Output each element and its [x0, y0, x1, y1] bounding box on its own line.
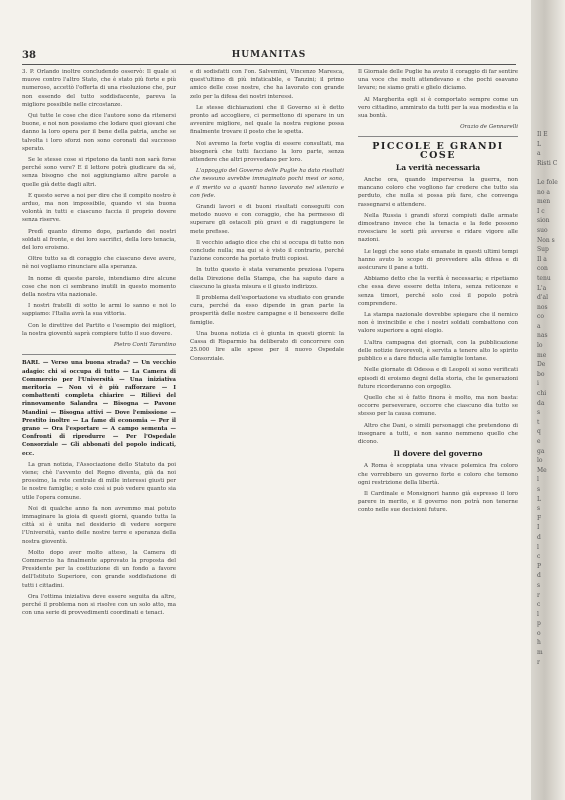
section-title: PICCOLE E GRANDI COSE: [372, 141, 504, 161]
paragraph: Il problema dell'esportazione va studiato con grande cura, perché da esso dipende in gran parte la prosperità delle nostre campagne e il benessere delle famiglie.: [190, 295, 344, 326]
subsection-title: La verità necessaria: [395, 162, 481, 172]
paragraph: L'altra campagna dei giornali, con la pubblicazione delle notizie favorevoli, è servita a tenere alto lo spirito pubblico e a dare fiducia alle famiglie lontane.: [358, 339, 518, 363]
paragraph: L'appoggio del Governo delle Puglie ha dato risultati che nessuno avrebbe immaginato pochi mesi or sono, e il merito va a quanti hanno lavorato nel silenzio e con fede.: [190, 168, 344, 199]
paragraph: Oltre tutto sa di coraggio che ciascuno deve avere, nè noi vogliamo rinunciare alla speranza.: [22, 256, 176, 271]
paragraph: Qui tutte le cose che dice l'autore sono da ritenersi buone, e noi non possiamo che lodare quei giovani che danno la loro opera per il bene della patria, anche se talvolta i loro sforzi non sono coronati dal successo sperato.: [22, 113, 176, 152]
paragraph: Le leggi che sono state emanate in questi ultimi tempi hanno avuto lo scopo di provvedere alla difesa e di assicurare il pane a tutti.: [358, 248, 518, 272]
paragraph: La gran notizia, l'Associazione dello Statuto da poi viene; chè l'avvento del Regno diventa, già da noi prossimo, la rete centrale di mille interessi giusti per le nostre famiglie; e solo così si può vedere quanto sia utile l'opera comune.: [22, 461, 176, 501]
paragraph: La stampa nazionale dovrebbe spiegare che il nemico non è invincibile e che i nostri soldati combattono con valore superiore a ogni elogio.: [358, 312, 518, 335]
paragraph: Noi avremo la forte voglia di essere consultati, ma bisognerà che tutti facciano la loro parte, senza attendere che altri provvedano per loro.: [190, 140, 344, 164]
paragraph: Molto dopo aver molto atteso, la Camera di Commercio ha finalmente approvato la proposta del Presidente per la costituzione di un fondo a favore dell'Istituto Superiore, con grande soddisfazione di tutti i cittadini.: [22, 549, 176, 589]
paragraph: Una buona notizia ci è giunta in questi giorni: la Cassa di Risparmio ha deliberato di concorrere con 25.000 lire alle spese per il nuovo Ospedale Consorziale.: [190, 330, 344, 362]
paragraph: Altro che Dani, o simili personaggi che pretendono di insegnare a tutti, e non sanno nemmeno quello che dicono.: [358, 422, 518, 445]
paragraph: 3. P. Orlando inoltre concludendo osservò: Il quale si muove contro l'altro Stato, che è stato più forte e più numeroso, accettò l'offerta di una risoluzione che, pur non essendo del tutto soddisfacente, pareva la migliore possibile nelle circostanze.: [22, 69, 176, 108]
book-spine: [531, 0, 565, 800]
paragraph: Il Giornale delle Puglie ha avuto il coraggio di far sentire una voce che molti attendevano e che pochi osavano levare; ne siamo grati e glielo diciamo.: [358, 69, 518, 92]
paragraph: Con le direttive del Partito e l'esempio dei migliori, la nostra gioventù saprà compiere tutto il suo dovere.: [22, 322, 176, 337]
paragraph: A Roma è scoppiata una vivace polemica fra coloro che vorrebbero un governo forte e coloro che temono ogni restrizione della libertà.: [358, 463, 518, 486]
running-title: HUMANITAS: [231, 50, 307, 60]
subsection-title: Il dovere del governo: [393, 449, 483, 459]
paragraph: Nelle giornate di Odessa e di Leopoli si sono verificati episodi di eroismo degni della storia, che le generazioni future ricorderanno con orgoglio.: [358, 367, 518, 390]
paragraph: Al Margherita egli si è comportato sempre come un vero cittadino, ammirato da tutti per la sua modestia e la sua bontà.: [358, 96, 518, 120]
paragraph: Nella Russia i grandi sforzi compiuti dalle armate dimostrano invece che la tenacia e la fede possono rovesciare le sorti più avverse e ridare vigore alle nazioni.: [358, 212, 518, 244]
divider: [358, 136, 518, 137]
page-number: 38: [22, 50, 36, 61]
page-header: [22, 50, 516, 65]
adjacent-page-text: Il E L a Risti C Le fole no a men I c sion suo Non s Sup Il a con tenu L'a d'al nos co a nas lo me De bo i chi da s t q e ga lo Me l s L s F I d l c P d s r c l p o h m r: [537, 131, 558, 666]
paragraph: Predì quanto diremo dopo, parlando dei nostri soldati al fronte, e dei loro sacrifici, della loro tenacia, del loro eroismo.: [22, 228, 176, 252]
paragraph: In tutto questo è stata veramente preziosa l'opera della Direzione della Stampa, che ha saputo dare a ciascuno la giusta misura e il giusto indirizzo.: [190, 267, 344, 290]
divider: [22, 354, 176, 355]
author-signature: Pietro Conti Tarantino: [113, 342, 176, 349]
paragraph: Il vecchio adagio dice che chi si occupa di tutto non conclude nulla; ma qui si è visto il contrario, perché l'azione concorde ha portato frutti copiosi.: [190, 239, 344, 263]
paragraph: Grandi lavori e di buoni risultati conseguiti con metodo nuovo e con coraggio, che ha permesso di superare gli ostacoli più gravi e di raggiungere le mete prefisse.: [190, 204, 344, 235]
paragraph: E questo serve a noi per dire che il compito nostro è arduo, ma non impossibile, quando vi sia buona volontà in tutti e ciascuno faccia il proprio dovere senza riserve.: [22, 192, 176, 224]
paragraph: Abbiamo detto che la verità è necessaria; e ripetiamo che essa deve essere detta intera, senza reticenze e senza timori, perché solo così il popolo potrà comprendere.: [358, 276, 518, 307]
column-right: [358, 68, 518, 518]
section-summary: BARI. — Verso una buona strada? — Un vecchio adagio: chi si occupa di tutto — La Camera di Commercio per l'Università — Una iniziativa meritoria — Non vi è più rafforzare — I combattenti completa chiarire — Rilievi del rinnovamento Salandra — Bisogna — Pavone Mandini — Bisogna attivi — Dove l'emissione — Prestito inoltre — La fame di economia — Per il grano — Ora l'esportare — A campo sementa — Confronti di riprodurre — Per l'Ospedale Consorziale — Gli abbonati del popolo indicati, ecc.: [22, 360, 176, 457]
paragraph: I nostri fratelli di sotto le armi lo sanno e noi lo sappiamo: l'Italia avrà la sua vittoria.: [22, 303, 176, 318]
paragraph: Se le stesse cose si ripetono da tanti non sarà forse perché sono vere? E il lettore potrà giudicare da sé, senza bisogno che noi aggiungiamo altre parole a quelle già dette dagli altri.: [22, 157, 176, 188]
paragraph: Ora l'ottima iniziativa deve essere seguita da altre, perché il problema non si risolve con un solo atto, ma con una serie di provvedimenti coordinati e tenaci.: [22, 593, 176, 617]
paragraph: Quello che si è fatto finora è molto, ma non basta: occorre perseverare, occorre che ciascuno dia tutto se stesso per la causa comune.: [358, 394, 518, 418]
column-left: [22, 68, 176, 620]
paragraph: Il Cardinale e Monsignori hanno già espresso il loro parere in merito, e il governo non potrà non tenerne conto nelle sue decisioni future.: [358, 490, 518, 514]
paragraph: In nome di queste parole, intendiamo dire alcune cose che non ci sembrano inutili in questo momento della nostra vita nazionale.: [22, 275, 176, 299]
paragraph: Noi di qualche anno fa non avremmo mai potuto immaginare la gioia di questi giorni, quando tutta la città si è unita nel desiderio di vedere sorgere l'Università, vanto delle nostre terre e speranza della nostra gioventù.: [22, 505, 176, 545]
column-middle: [190, 68, 344, 366]
paragraph: e di sodisfatti con l'on. Salvemini, Vincenzo Maresca, quest'ultimo di più infaticabile, e Tanzini; il primo amico delle cose nostre, che ha lavorato con grande zelo per la difesa dei nostri interessi.: [190, 69, 344, 100]
paragraph: Anche ora, quando imperversa la guerra, non mancano coloro che vogliono far credere che tutto sia perduto, che nulla si possa più fare, che convenga rassegnarsi e attendere.: [358, 177, 518, 208]
author-signature: Orazio de Gennarelli: [460, 124, 518, 131]
paragraph: Le stesse dichiarazioni che il Governo si è detto pronto ad accogliere, ci permettono di sperare in un avvenire migliore, nel quale la nostra regione possa finalmente trovare il posto che le spetta.: [190, 104, 344, 136]
